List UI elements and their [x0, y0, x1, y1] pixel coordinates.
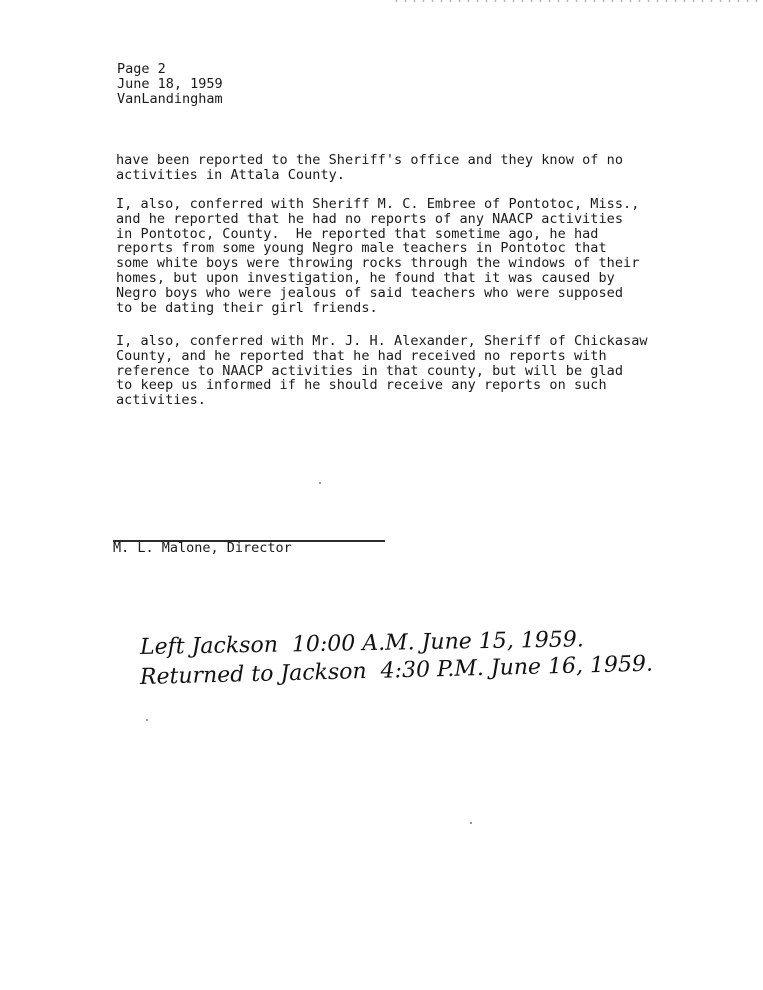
text-line: to keep us informed if he should receive any reports on such — [116, 377, 607, 394]
paper-speck — [470, 822, 472, 824]
text-line: to be dating their girl friends. — [116, 299, 378, 316]
paragraph-1 — [116, 153, 623, 183]
text-line: homes, but upon investigation, he found that it was caused by — [116, 269, 615, 286]
paper-speck — [319, 482, 321, 484]
text-line: activities. — [116, 392, 206, 409]
text-line: and he reported that he had no reports of any NAACP activities — [116, 210, 624, 227]
text-line: County, and he reported that he had received no reports with — [116, 347, 607, 364]
addressee-name: VanLandingham — [117, 91, 223, 107]
top-dotted-edge — [392, 0, 763, 2]
letter-date: June 18, 1959 — [117, 76, 223, 92]
text-line: some white boys were throwing rocks through the windows of their — [116, 255, 640, 272]
text-line: I, also, conferred with Mr. J. H. Alexander, Sheriff of Chickasaw — [116, 333, 648, 349]
text-line: activities in Attala County. — [116, 166, 345, 183]
signatory-name: M. L. Malone, Director — [113, 540, 292, 556]
text-line: reference to NAACP activities in that county, but will be glad — [116, 362, 624, 379]
handwritten-notes — [139, 627, 654, 693]
paper-speck — [146, 719, 148, 721]
handwritten-departure-note: Left Jackson 10:00 A.M. June 15, 1959. — [139, 627, 584, 660]
text-line: have been reported to the Sheriff's office and they know of no — [116, 152, 624, 168]
handwritten-return-note: Returned to Jackson 4:30 P.M. June 16, 1959. — [139, 651, 654, 690]
page-number: Page 2 — [117, 61, 166, 77]
text-line: reports from some young Negro male teachers in Pontotoc that — [116, 240, 607, 257]
text-line: I, also, conferred with Sheriff M. C. Embree of Pontotoc, Miss., — [116, 196, 640, 212]
text-line: in Pontotoc, County. He reported that sometime ago, he had — [116, 225, 599, 242]
letter-header — [117, 62, 223, 107]
text-line: Negro boys who were jealous of said teachers who were supposed — [116, 284, 624, 301]
paragraph-2 — [116, 197, 639, 315]
paragraph-3 — [116, 334, 648, 408]
